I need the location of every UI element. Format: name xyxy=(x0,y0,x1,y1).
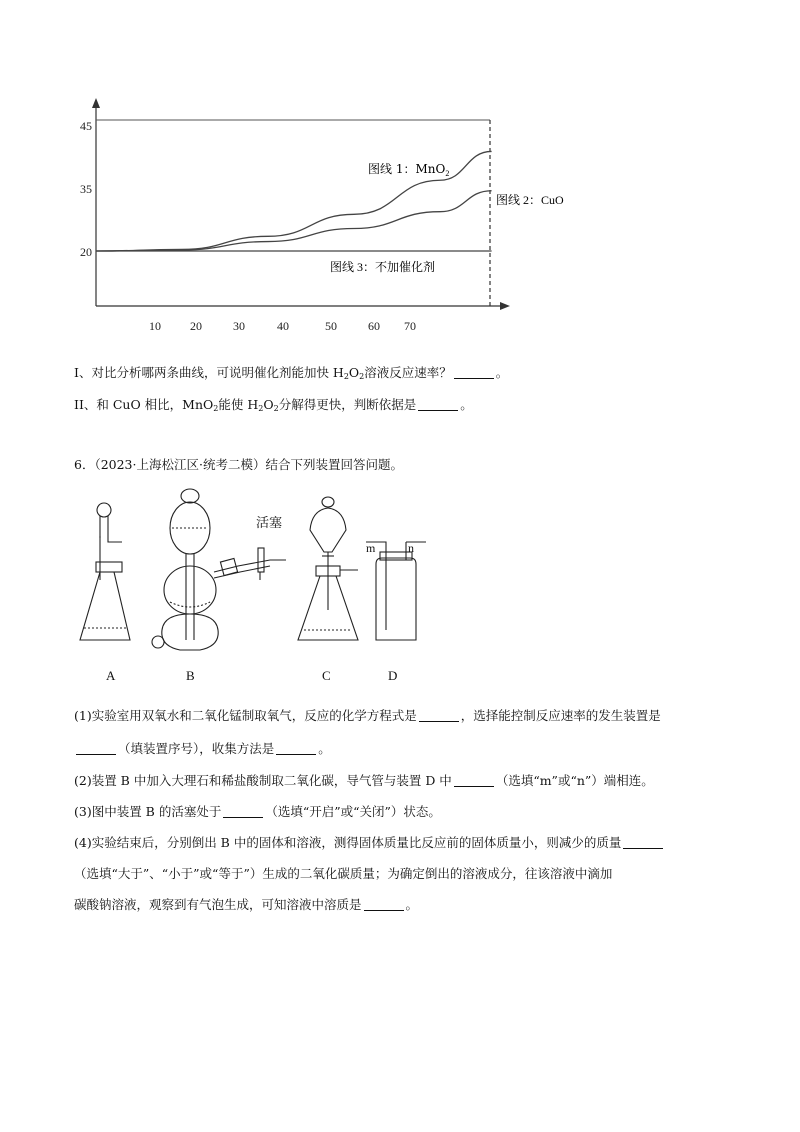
q5-ii-text: II、和 CuO 相比，MnO xyxy=(74,397,214,412)
label-a: A xyxy=(106,668,116,683)
answer-blank[interactable] xyxy=(623,836,663,849)
tube-m-label: m xyxy=(366,541,376,555)
y-axis-arrow xyxy=(92,98,100,108)
q6-part-4-line2: （选填“大于”、“小于”或“等于”）生成的二氧化碳质量；为确定倒出的溶液成分，往该溶液中滴加 xyxy=(74,866,613,881)
q5-i-text: I、对比分析哪两条曲线，可说明催化剂能加快 H xyxy=(74,365,344,380)
q6-part-4-line3: 碳酸钠溶液，观察到有气泡生成，可知溶液中溶质是 。 xyxy=(74,897,419,912)
x-tick-label: 20 xyxy=(190,319,202,333)
apparatus-c xyxy=(298,497,358,640)
stopcock-label: 活塞 xyxy=(256,516,283,531)
q6-part-4-line1: (4)实验结束后，分别倒出 B 中的固体和溶液，测得固体质量比反应前的固体质量小，则减少的质量 xyxy=(74,834,665,852)
q6-header: 6．（2023·上海松江区·统考二模）结合下列装置回答问题。 xyxy=(74,457,403,472)
q5-part-i: I、对比分析哪两条曲线，可说明催化剂能加快 $H_2O_2$溶液反应速率？ 。 xyxy=(74,365,509,381)
label-d: D xyxy=(388,668,398,683)
answer-blank[interactable] xyxy=(454,366,494,379)
label-c: C xyxy=(322,668,331,683)
reaction-curve-chart xyxy=(0,0,800,345)
answer-blank[interactable] xyxy=(76,742,116,755)
tube-n-label: n xyxy=(408,541,414,555)
x-tick-label: 40 xyxy=(277,319,289,333)
answer-blank[interactable] xyxy=(419,709,459,722)
answer-blank[interactable] xyxy=(276,742,316,755)
series-line-2 xyxy=(96,191,492,251)
label-b: B xyxy=(186,668,195,683)
x-tick-label: 10 xyxy=(149,319,161,333)
apparatus-a xyxy=(80,503,130,640)
answer-blank[interactable] xyxy=(418,398,458,411)
x-tick-label: 70 xyxy=(404,319,416,333)
series-label-2: 图线 2：CuO xyxy=(496,193,564,207)
y-tick-label: 20 xyxy=(80,245,92,259)
q6-part-1-line2: （填装置序号），收集方法是 。 xyxy=(74,740,331,758)
answer-blank[interactable] xyxy=(223,805,263,818)
q6-part-2: (2)装置 B 中加入大理石和稀盐酸制取二氧化碳，导气管与装置 D 中 （选填“m”或“n”）端相连。 xyxy=(74,773,654,788)
answer-blank[interactable] xyxy=(364,898,404,911)
q5-part-ii: II、和 CuO 相比，MnO$_2$能使 $H_2O_2$分解得更快，判断依据是 。 xyxy=(74,397,473,413)
series-label-1: 图线 1：MnO$_2$ xyxy=(368,162,450,178)
x-tick-label: 30 xyxy=(233,319,245,333)
y-tick-label: 35 xyxy=(80,182,92,196)
y-tick-label: 45 xyxy=(80,119,92,133)
x-tick-label: 60 xyxy=(368,319,380,333)
series-label-3: 图线 3：不加催化剂 xyxy=(330,260,436,274)
x-axis-arrow xyxy=(500,302,510,310)
x-tick-label: 50 xyxy=(325,319,337,333)
q6-part-1-line1: (1)实验室用双氧水和二氧化锰制取氧气，反应的化学方程式是 ，选择能控制反应速率的发生装置是 xyxy=(74,708,661,723)
answer-blank[interactable] xyxy=(454,774,494,787)
q6-part-3: (3)图中装置 B 的活塞处于 （选填“开启”或“关闭”）状态。 xyxy=(74,804,441,819)
apparatus-d xyxy=(366,542,426,640)
